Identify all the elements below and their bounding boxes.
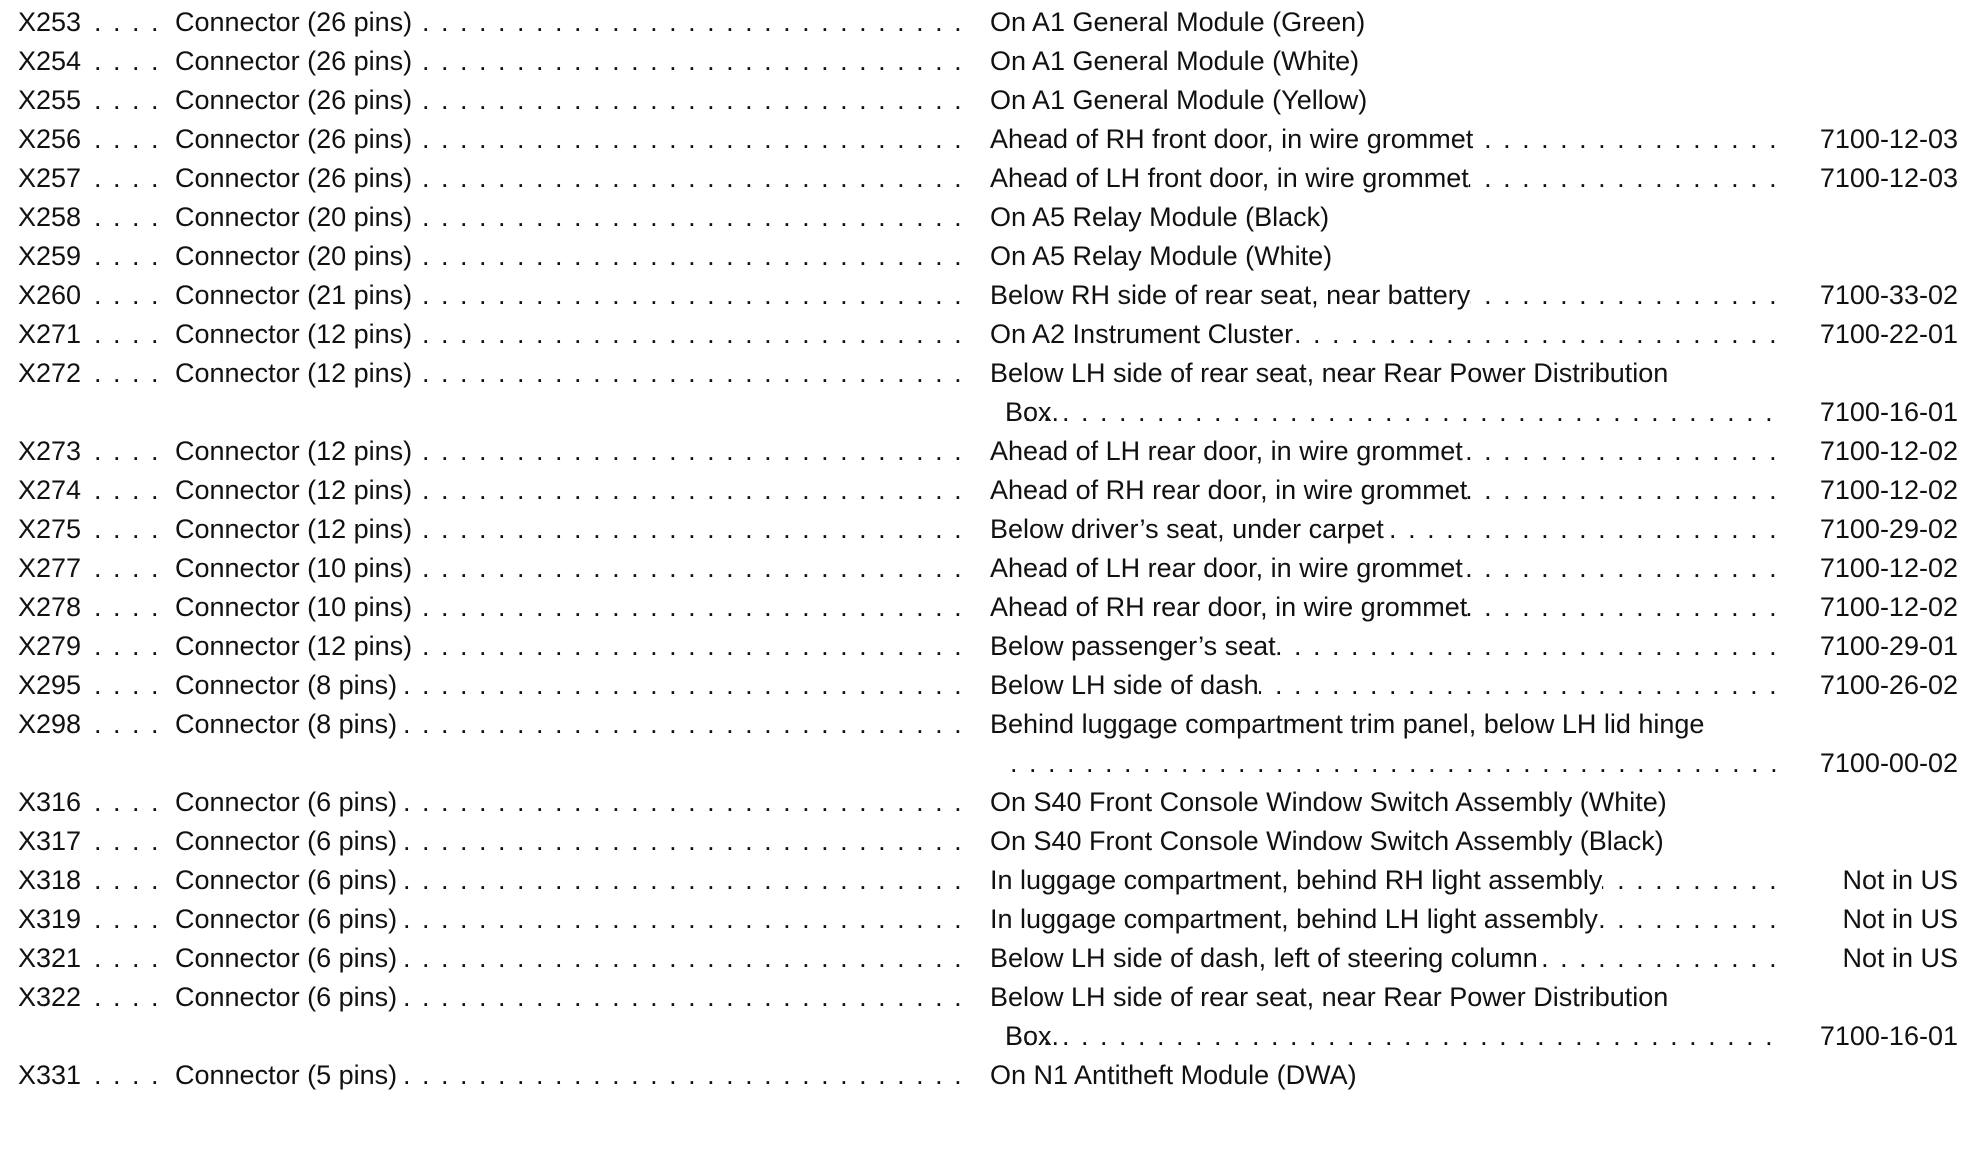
connector-entry <box>0 978 1968 1056</box>
manual-reference-cell <box>1798 432 1958 471</box>
connector-location: On A1 General Module (White) <box>990 46 1360 76</box>
connector-entry <box>0 900 1968 939</box>
connector-description-cell <box>175 1056 965 1095</box>
connector-description-cell <box>175 978 965 1017</box>
connector-entry <box>0 705 1968 783</box>
connector-location-cell <box>990 978 1780 1017</box>
connector-entry <box>0 354 1968 432</box>
connector-description-cell <box>175 237 965 276</box>
manual-reference-cell <box>1798 1017 1958 1056</box>
connector-description: Connector (12 pins) <box>175 475 413 505</box>
connector-id: X271 <box>18 319 82 349</box>
connector-entry <box>0 510 1968 549</box>
connector-location-cell <box>990 471 1780 510</box>
connector-description-cell <box>175 42 965 81</box>
manual-reference: 7100-29-01 <box>1819 631 1958 661</box>
connector-location-cell <box>990 198 1780 237</box>
connector-description: Connector (12 pins) <box>175 514 413 544</box>
connector-id: X275 <box>18 514 82 544</box>
connector-description: Connector (6 pins) <box>175 904 398 934</box>
connector-id: X318 <box>18 865 82 895</box>
connector-entry <box>0 1056 1968 1095</box>
connector-entry <box>0 120 1968 159</box>
manual-reference: 7100-29-02 <box>1819 514 1958 544</box>
connector-id: X253 <box>18 7 82 37</box>
connector-location: Below LH side of dash, left of steering column <box>990 943 1538 973</box>
manual-reference-cell <box>1798 939 1958 978</box>
connector-id: X273 <box>18 436 82 466</box>
connector-description-cell <box>175 432 965 471</box>
connector-location: Below LH side of rear seat, near Rear Power Distribution <box>990 982 1669 1012</box>
connector-description-cell <box>175 666 965 705</box>
connector-id: X259 <box>18 241 82 271</box>
connector-location-continued-cell <box>1005 1017 1780 1056</box>
connector-id-cell <box>18 900 168 939</box>
connector-description: Connector (26 pins) <box>175 163 413 193</box>
manual-reference-cell <box>1798 471 1958 510</box>
connector-id-cell <box>18 3 168 42</box>
connector-description: Connector (10 pins) <box>175 592 413 622</box>
connector-description-cell <box>175 276 965 315</box>
connector-id-cell <box>18 939 168 978</box>
connector-location: On A1 General Module (Green) <box>990 7 1366 37</box>
connector-location-cell <box>990 588 1780 627</box>
connector-description-cell <box>175 588 965 627</box>
connector-description-cell <box>175 315 965 354</box>
connector-description: Connector (26 pins) <box>175 85 413 115</box>
manual-reference: 7100-12-03 <box>1819 163 1958 193</box>
connector-location: Ahead of LH rear door, in wire grommet <box>990 553 1463 583</box>
connector-description: Connector (26 pins) <box>175 46 413 76</box>
connector-description-cell <box>175 900 965 939</box>
manual-reference: 7100-12-02 <box>1819 436 1958 466</box>
connector-description: Connector (6 pins) <box>175 826 398 856</box>
connector-description-cell <box>175 939 965 978</box>
connector-entry <box>0 42 1968 81</box>
connector-description: Connector (8 pins) <box>175 709 398 739</box>
connector-location: Below driver’s seat, under carpet <box>990 514 1384 544</box>
manual-reference-cell <box>1798 393 1958 432</box>
connector-description: Connector (6 pins) <box>175 865 398 895</box>
connector-id-cell <box>18 42 168 81</box>
manual-reference: 7100-16-01 <box>1819 397 1958 427</box>
manual-reference: 7100-12-02 <box>1819 475 1958 505</box>
connector-location: In luggage compartment, behind RH light assembly <box>990 865 1603 895</box>
connector-location-cell <box>990 861 1780 900</box>
connector-description-cell <box>175 705 965 744</box>
connector-id-cell <box>18 276 168 315</box>
connector-entry <box>0 939 1968 978</box>
manual-reference-cell <box>1798 159 1958 198</box>
manual-reference-cell <box>1798 666 1958 705</box>
connector-entry <box>0 588 1968 627</box>
manual-reference: 7100-26-02 <box>1819 670 1958 700</box>
connector-id-cell <box>18 627 168 666</box>
connector-location: Ahead of RH rear door, in wire grommet <box>990 592 1468 622</box>
manual-reference: 7100-16-01 <box>1819 1021 1958 1051</box>
connector-id: X321 <box>18 943 82 973</box>
connector-id: X331 <box>18 1060 82 1090</box>
connector-entry <box>0 198 1968 237</box>
connector-entry <box>0 666 1968 705</box>
connector-id-cell <box>18 549 168 588</box>
connector-location-cell <box>990 783 1780 822</box>
manual-reference: Not in US <box>1842 865 1958 895</box>
connector-entry <box>0 822 1968 861</box>
connector-entry <box>0 159 1968 198</box>
connector-id-cell <box>18 978 168 1017</box>
manual-reference-cell <box>1798 120 1958 159</box>
connector-location-cell <box>990 276 1780 315</box>
connector-id-cell <box>18 783 168 822</box>
connector-location-cell <box>990 3 1780 42</box>
connector-location-cell <box>990 159 1780 198</box>
connector-description-cell <box>175 120 965 159</box>
connector-location-cell <box>990 315 1780 354</box>
connector-description-cell <box>175 3 965 42</box>
connector-id: X257 <box>18 163 82 193</box>
connector-id-cell <box>18 237 168 276</box>
connector-location-cell <box>990 939 1780 978</box>
connector-id: X317 <box>18 826 82 856</box>
connector-description: Connector (10 pins) <box>175 553 413 583</box>
connector-location-continued: Box. <box>1005 1021 1060 1051</box>
connector-description-cell <box>175 354 965 393</box>
connector-entry <box>0 315 1968 354</box>
connector-description: Connector (5 pins) <box>175 1060 398 1090</box>
manual-reference-cell <box>1798 549 1958 588</box>
connector-id: X319 <box>18 904 82 934</box>
connector-location-continued-cell <box>1005 393 1780 432</box>
connector-location: Behind luggage compartment trim panel, below LH lid hinge <box>990 709 1705 739</box>
connector-id: X255 <box>18 85 82 115</box>
connector-id-cell <box>18 666 168 705</box>
connector-id-cell <box>18 861 168 900</box>
connector-location-cell <box>990 666 1780 705</box>
connector-location: On A5 Relay Module (Black) <box>990 202 1330 232</box>
manual-reference: 7100-00-02 <box>1819 748 1958 778</box>
connector-id-cell <box>18 120 168 159</box>
connector-location-cell <box>990 510 1780 549</box>
connector-id: X298 <box>18 709 82 739</box>
manual-reference: 7100-33-02 <box>1819 280 1958 310</box>
connector-id-cell <box>18 471 168 510</box>
connector-id: X295 <box>18 670 82 700</box>
connector-location-continued-cell <box>1010 744 1785 783</box>
connector-id: X316 <box>18 787 82 817</box>
manual-reference-cell <box>1798 510 1958 549</box>
connector-location: On A1 General Module (Yellow) <box>990 85 1368 115</box>
connector-location: On N1 Antitheft Module (DWA) <box>990 1060 1357 1090</box>
manual-reference-cell <box>1798 900 1958 939</box>
connector-id-cell <box>18 705 168 744</box>
manual-reference-cell <box>1798 744 1958 783</box>
connector-entry <box>0 276 1968 315</box>
connector-description-cell <box>175 783 965 822</box>
connector-location: Below RH side of rear seat, near battery <box>990 280 1471 310</box>
manual-reference: 7100-12-02 <box>1819 553 1958 583</box>
manual-reference-cell <box>1798 588 1958 627</box>
connector-description: Connector (8 pins) <box>175 670 398 700</box>
connector-location-cell <box>990 549 1780 588</box>
connector-id-cell <box>18 510 168 549</box>
connector-description-cell <box>175 822 965 861</box>
connector-id-cell <box>18 588 168 627</box>
connector-id-cell <box>18 822 168 861</box>
connector-location: Ahead of RH rear door, in wire grommet <box>990 475 1468 505</box>
connector-location: On S40 Front Console Window Switch Assembly (White) <box>990 787 1667 817</box>
connector-description-cell <box>175 861 965 900</box>
connector-id-cell <box>18 1056 168 1095</box>
connector-description: Connector (12 pins) <box>175 436 413 466</box>
connector-id: X274 <box>18 475 82 505</box>
connector-id: X254 <box>18 46 82 76</box>
connector-entry <box>0 237 1968 276</box>
connector-location: In luggage compartment, behind LH light assembly <box>990 904 1598 934</box>
manual-reference: 7100-22-01 <box>1819 319 1958 349</box>
connector-id-cell <box>18 81 168 120</box>
connector-id: X272 <box>18 358 82 388</box>
connector-location-cell <box>990 1056 1780 1095</box>
connector-description: Connector (6 pins) <box>175 982 398 1012</box>
connector-description: Connector (26 pins) <box>175 124 413 154</box>
manual-reference-cell <box>1798 627 1958 666</box>
connector-description: Connector (20 pins) <box>175 202 413 232</box>
connector-location-cell <box>990 432 1780 471</box>
connector-description: Connector (12 pins) <box>175 631 413 661</box>
connector-location: Ahead of LH front door, in wire grommet <box>990 163 1469 193</box>
manual-reference-cell <box>1798 315 1958 354</box>
connector-description: Connector (6 pins) <box>175 943 398 973</box>
connector-location: On S40 Front Console Window Switch Assembly (Black) <box>990 826 1664 856</box>
connector-description: Connector (20 pins) <box>175 241 413 271</box>
connector-location-cell <box>990 705 1780 744</box>
connector-location-cell <box>990 354 1780 393</box>
connector-entry <box>0 783 1968 822</box>
connector-location-cell <box>990 900 1780 939</box>
connector-location: Below LH side of dash <box>990 670 1259 700</box>
connector-location-cell <box>990 627 1780 666</box>
connector-entry <box>0 861 1968 900</box>
connector-id-cell <box>18 315 168 354</box>
connector-description: Connector (12 pins) <box>175 319 413 349</box>
connector-id-cell <box>18 159 168 198</box>
connector-id: X256 <box>18 124 82 154</box>
connector-entry <box>0 81 1968 120</box>
connector-location-cell <box>990 237 1780 276</box>
connector-location: On A2 Instrument Cluster <box>990 319 1294 349</box>
manual-reference: 7100-12-03 <box>1819 124 1958 154</box>
manual-reference-cell <box>1798 861 1958 900</box>
connector-description: Connector (26 pins) <box>175 7 413 37</box>
connector-location: Below passenger’s seat <box>990 631 1276 661</box>
connector-description-cell <box>175 159 965 198</box>
connector-description-cell <box>175 627 965 666</box>
connector-location: Below LH side of rear seat, near Rear Power Distribution <box>990 358 1669 388</box>
connector-description: Connector (12 pins) <box>175 358 413 388</box>
manual-reference-cell <box>1798 276 1958 315</box>
connector-description-cell <box>175 549 965 588</box>
connector-description: Connector (6 pins) <box>175 787 398 817</box>
connector-location: Ahead of LH rear door, in wire grommet <box>990 436 1463 466</box>
connector-location-cell <box>990 42 1780 81</box>
connector-id: X279 <box>18 631 82 661</box>
manual-reference: Not in US <box>1842 943 1958 973</box>
connector-location-cell <box>990 822 1780 861</box>
connector-description-cell <box>175 198 965 237</box>
connector-location-continued: Box. <box>1005 397 1060 427</box>
connector-id: X260 <box>18 280 82 310</box>
connector-entry <box>0 549 1968 588</box>
connector-location-cell <box>990 120 1780 159</box>
connector-location: Ahead of RH front door, in wire grommet <box>990 124 1474 154</box>
connector-entry <box>0 471 1968 510</box>
connector-id: X258 <box>18 202 82 232</box>
connector-entry <box>0 432 1968 471</box>
connector-location-cell <box>990 81 1780 120</box>
connector-entry <box>0 3 1968 42</box>
connector-id-cell <box>18 354 168 393</box>
connector-description: Connector (21 pins) <box>175 280 413 310</box>
connector-entry <box>0 627 1968 666</box>
connector-description-cell <box>175 471 965 510</box>
connector-id-cell <box>18 198 168 237</box>
connector-id: X278 <box>18 592 82 622</box>
connector-id: X277 <box>18 553 82 583</box>
manual-reference: Not in US <box>1842 904 1958 934</box>
connector-description-cell <box>175 81 965 120</box>
connector-id: X322 <box>18 982 82 1012</box>
manual-reference: 7100-12-02 <box>1819 592 1958 622</box>
connector-location: On A5 Relay Module (White) <box>990 241 1333 271</box>
connector-id-cell <box>18 432 168 471</box>
connector-description-cell <box>175 510 965 549</box>
